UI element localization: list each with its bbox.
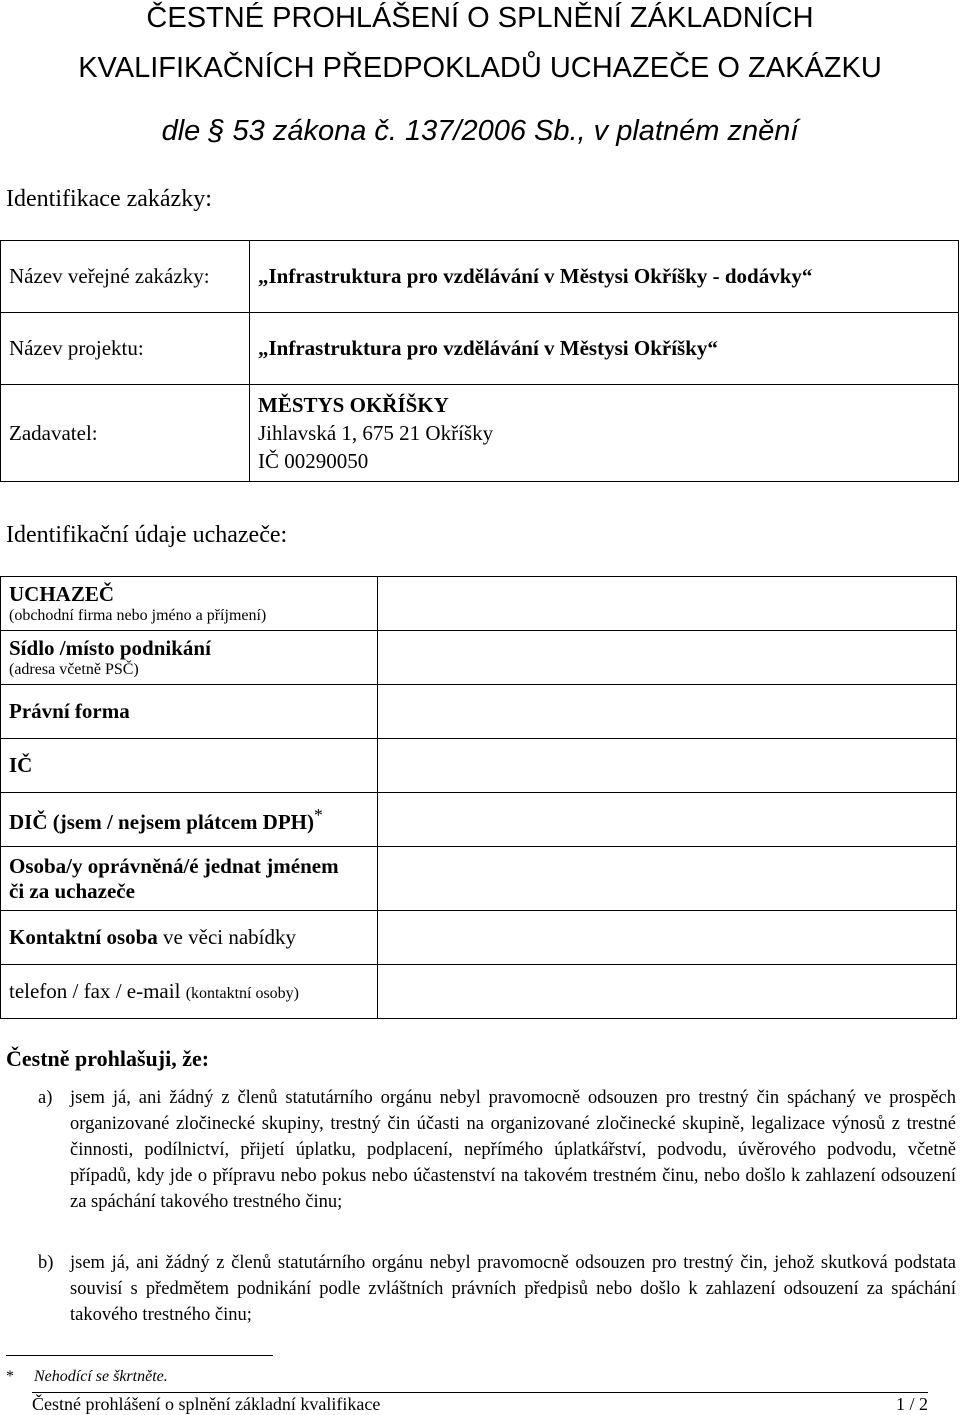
- bidder-table: [0, 576, 957, 1019]
- ident-project-value: „Infrastruktura pro vzdělávání v Městysi Okříšky“: [250, 313, 959, 385]
- bidder-legal-form-label: Právní forma: [1, 685, 378, 739]
- bidder-ic-label: IČ: [1, 739, 378, 793]
- bidder-ic-value[interactable]: [378, 739, 957, 793]
- bidder-phone-text: telefon / fax / e-mail: [9, 979, 186, 1003]
- item-a-text: jsem já, ani žádný z členů statutárního orgánu nebyl pravomocně odsouzen pro trestný čin spáchaný ve prospěch organizované zločinecké skupiny, trestný čin účasti na organizované zločinecké skupině, legalizace výnosů z trestné činnosti, podílnictví, přijetí úplatku, podplacení, nepřímého úplatkářství, podvodu, úvěrového podvodu, včetně případů, kdy jde o přípravu nebo pokus nebo účastenství na takovém trestném činu, nebo došlo k zahlazení odsouzení za spáchání takového trestného činu;: [70, 1088, 956, 1212]
- bidder-name-label: [1, 577, 378, 631]
- bidder-row-ic: [1, 739, 957, 793]
- bidder-row-name: [1, 577, 957, 631]
- item-b-text: jsem já, ani žádný z členů statutárního orgánu nebyl pravomocně odsouzen pro trestný čin, jehož skutková podstata souvisí s předmětem podnikání podle zvláštních právních předpisů nebo došlo k zahlazení odsouzení za spáchání takového trestného činu;: [70, 1253, 956, 1325]
- footer-title: Čestné prohlášení o splnění základní kvalifikace: [32, 1394, 381, 1414]
- footnote: [6, 1368, 168, 1386]
- bidder-authorized-line1: Osoba/y oprávněná/é jednat jménem: [9, 853, 339, 878]
- bidder-phone-hint: (kontaktní osoby): [185, 985, 300, 1002]
- declaration-item-b: [38, 1250, 956, 1328]
- declaration-item-a: [38, 1085, 956, 1215]
- ident-contractor-label: Zadavatel:: [1, 385, 250, 482]
- bidder-contact-rest: ve věci nabídky: [157, 925, 296, 949]
- bidder-authorized-line2: či za uchazeče: [9, 878, 135, 903]
- bidder-row-contact: [1, 911, 957, 965]
- contractor-name: MĚSTYS OKŘÍŠKY: [258, 393, 449, 417]
- bidder-row-legal-form: [1, 685, 957, 739]
- bidder-seat-value[interactable]: [378, 631, 957, 685]
- bidder-seat-label: [1, 631, 378, 685]
- bidder-dic-footnote-mark: *: [314, 804, 323, 825]
- footnote-divider: [6, 1355, 273, 1356]
- bidder-row-seat: [1, 631, 957, 685]
- ident-name-label: Název veřejné zakázky:: [1, 241, 250, 313]
- bidder-dic-label: [1, 793, 378, 847]
- bidder-contact-value[interactable]: [378, 911, 957, 965]
- bidder-phone-label: [1, 965, 378, 1019]
- bidder-legal-form-value[interactable]: [378, 685, 957, 739]
- bidder-seat-hint: (adresa včetně PSČ): [9, 661, 139, 678]
- bidder-contact-bold: Kontaktní osoba: [9, 925, 158, 949]
- ident-row-name: [1, 241, 959, 313]
- footnote-text: Nehodící se škrtněte.: [34, 1368, 168, 1385]
- bidder-dic-text: DIČ (jsem / nejsem plátcem DPH): [9, 809, 315, 834]
- item-a-marker: a): [38, 1088, 53, 1108]
- ident-contractor-value: [250, 385, 959, 482]
- bidder-row-dic: [1, 793, 957, 847]
- bidder-seat-bold: Sídlo /místo podnikání: [9, 636, 211, 660]
- bidder-name-hint: (obchodní firma nebo jméno a příjmení): [9, 607, 267, 624]
- bidder-heading: Identifikační údaje uchazeče:: [6, 522, 288, 548]
- title-line-2: KVALIFIKAČNÍCH PŘEDPOKLADŮ UCHAZEČE O ZAKÁZKU: [78, 52, 882, 84]
- declaration-heading: Čestně prohlašuji, že:: [6, 1046, 210, 1071]
- ident-name-value: „Infrastruktura pro vzdělávání v Městysi Okříšky - dodávky“: [250, 241, 959, 313]
- ident-row-project: [1, 313, 959, 385]
- bidder-row-phone: [1, 965, 957, 1019]
- bidder-authorized-label: [1, 847, 378, 911]
- contractor-ic: IČ 00290050: [258, 449, 369, 473]
- ident-row-contractor: [1, 385, 959, 482]
- contractor-address: Jihlavská 1, 675 21 Okříšky: [258, 421, 494, 445]
- bidder-name-value[interactable]: [378, 577, 957, 631]
- ident-table: [0, 240, 959, 482]
- ident-heading: Identifikace zakázky:: [6, 186, 212, 212]
- bidder-name-bold: UCHAZEČ: [9, 582, 115, 606]
- bidder-row-authorized: [1, 847, 957, 911]
- ident-project-label: Název projektu:: [1, 313, 250, 385]
- bidder-contact-label: [1, 911, 378, 965]
- bidder-authorized-value[interactable]: [378, 847, 957, 911]
- title-line-1: ČESTNÉ PROHLÁŠENÍ O SPLNĚNÍ ZÁKLADNÍCH: [146, 2, 814, 34]
- footnote-marker: *: [6, 1368, 14, 1385]
- page-footer: [32, 1392, 928, 1415]
- subtitle: dle § 53 zákona č. 137/2006 Sb., v platném znění: [161, 115, 799, 147]
- bidder-dic-value[interactable]: [378, 793, 957, 847]
- page-number: 1 / 2: [895, 1394, 928, 1414]
- bidder-phone-value[interactable]: [378, 965, 957, 1019]
- item-b-marker: b): [38, 1253, 54, 1273]
